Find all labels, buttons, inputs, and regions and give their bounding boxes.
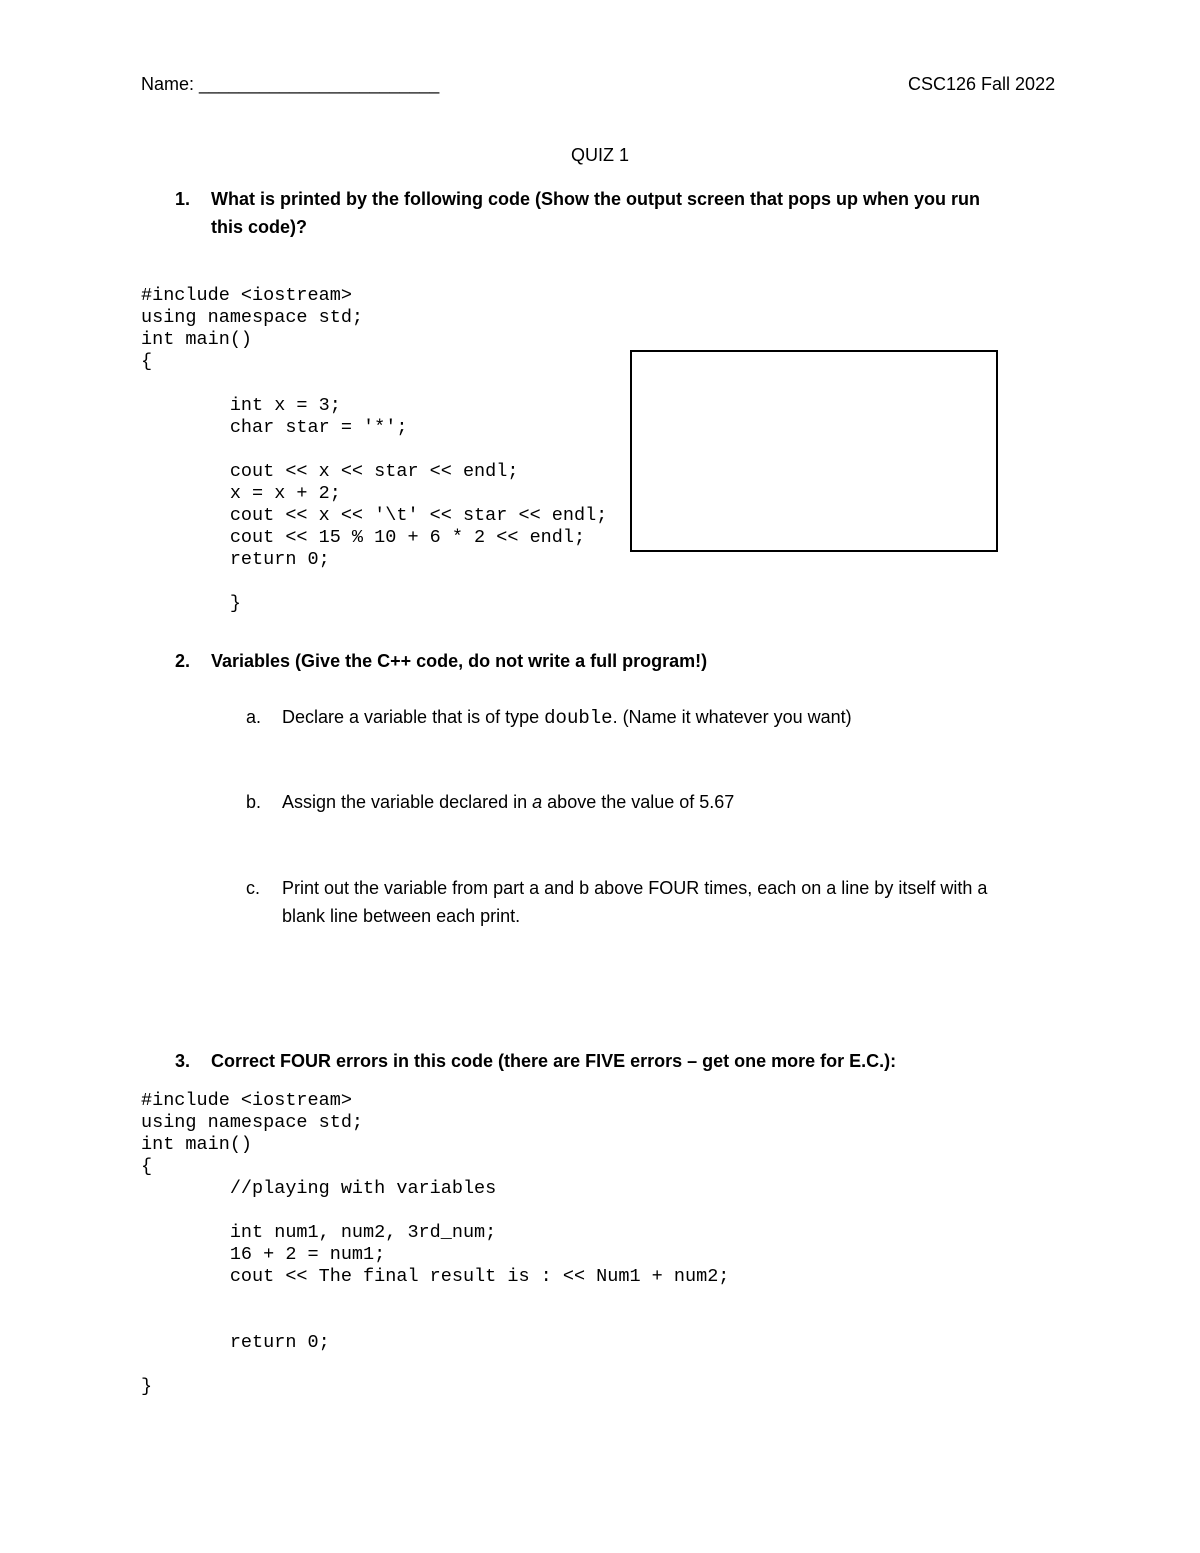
q2a-type-word: double [544, 707, 613, 729]
q3-code-block [141, 1090, 729, 1398]
q2c-text-line2: blank line between each print. [282, 906, 521, 926]
code-line: char star = '*'; [141, 417, 408, 438]
q2-number: 2. [175, 651, 191, 671]
q1-code-block [141, 285, 607, 615]
code-line [141, 1200, 729, 1222]
code-line: #include <iostream> [141, 285, 352, 306]
code-line: int main() [141, 1134, 253, 1155]
code-line: { [141, 1156, 153, 1177]
q2-title: Variables (Give the C++ code, do not write a full program!) [211, 651, 708, 671]
code-line: return 0; [141, 549, 330, 570]
code-line: //playing with variables [141, 1178, 497, 1199]
q2a-text-after: . (Name it whatever you want) [612, 707, 852, 727]
q3-title: Correct FOUR errors in this code (there are FIVE errors – get one more for E.C.): [211, 1051, 897, 1071]
code-line: cout << x << '\t' << star << endl; [141, 505, 608, 526]
code-line [141, 571, 607, 593]
code-line: x = x + 2; [141, 483, 341, 504]
code-line: int main() [141, 329, 253, 350]
q2b-text-before: Assign the variable declared in [282, 792, 533, 812]
code-line: using namespace std; [141, 307, 364, 328]
code-line: using namespace std; [141, 1112, 364, 1133]
code-line: } [141, 593, 241, 614]
code-line: return 0; [141, 1332, 330, 1353]
quiz-title: QUIZ 1 [571, 145, 630, 165]
q1-prompt-line2: this code)? [211, 217, 308, 237]
code-line: cout << The final result is : << Num1 + num2; [141, 1266, 730, 1287]
q2b-text [282, 788, 734, 816]
q1-prompt-line1: What is printed by the following code (Show the output screen that pops up when you run [211, 189, 980, 209]
code-line: { [141, 351, 153, 372]
code-line: int num1, num2, 3rd_num; [141, 1222, 497, 1243]
code-line: int x = 3; [141, 395, 341, 416]
course-label: CSC126 Fall 2022 [908, 74, 1056, 94]
code-line: 16 + 2 = num1; [141, 1244, 386, 1265]
q2b-text-italic: a [532, 792, 543, 812]
code-line [141, 439, 607, 461]
q1-answer-box[interactable] [630, 350, 998, 552]
code-line: cout << 15 % 10 + 6 * 2 << endl; [141, 527, 586, 548]
code-line [141, 1288, 729, 1310]
code-line: } [141, 1376, 153, 1397]
code-line: #include <iostream> [141, 1090, 352, 1111]
q2a-letter: a. [246, 707, 262, 727]
code-line [141, 1310, 729, 1332]
code-line [141, 373, 607, 395]
q2a-text-before: Declare a variable that is of type [282, 707, 545, 727]
q2a-text [282, 703, 852, 732]
q2c-letter: c. [246, 878, 261, 898]
q2c-text-line1: Print out the variable from part a and b above FOUR times, each on a line by itself with a [282, 878, 988, 898]
name-label: Name: ________________________ [141, 74, 440, 94]
q1-number: 1. [175, 189, 191, 209]
q2b-text-after: above the value of 5.67 [542, 792, 735, 812]
code-line [141, 1354, 729, 1376]
q3-number: 3. [175, 1051, 191, 1071]
code-line: cout << x << star << endl; [141, 461, 519, 482]
q2b-letter: b. [246, 792, 262, 812]
